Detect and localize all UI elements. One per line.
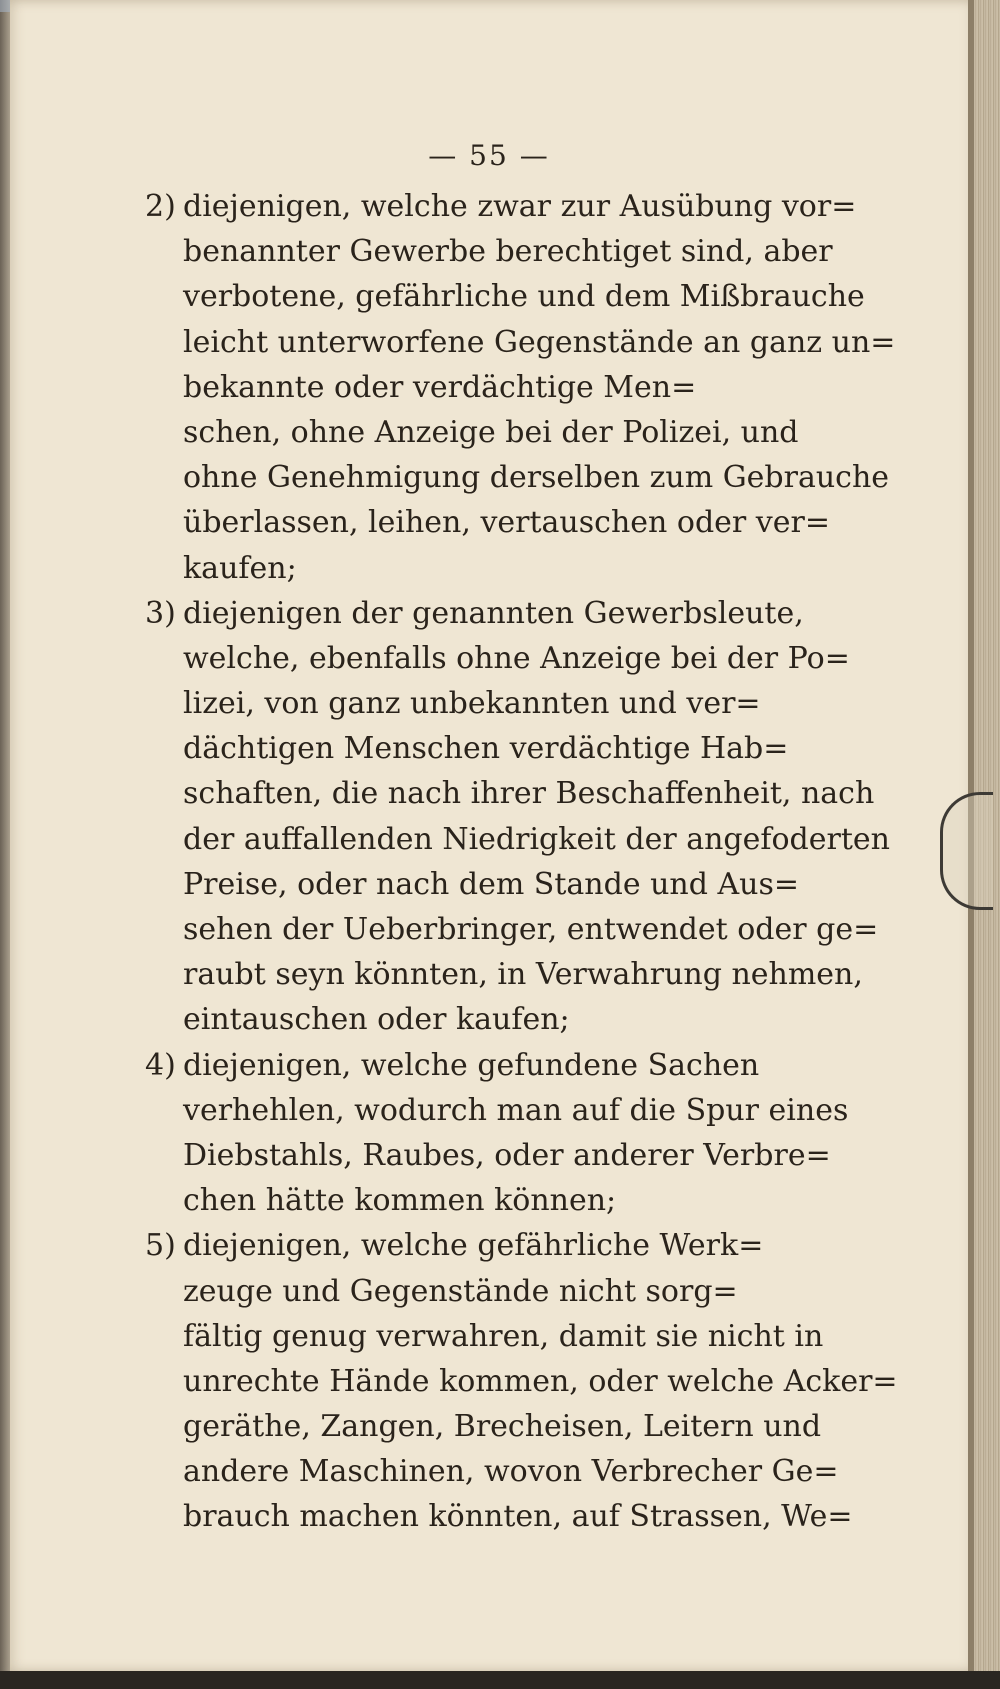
text-line	[145, 1133, 831, 1178]
text-line	[145, 320, 896, 365]
line-text: eintauschen oder kaufen;	[183, 1002, 570, 1038]
line-text: kaufen;	[183, 550, 297, 586]
text-line	[145, 229, 833, 274]
line-text: schen, ohne Anzeige bei der Polizei, und	[183, 414, 799, 450]
text-line	[145, 817, 890, 862]
text-line	[145, 1088, 849, 1133]
line-text: verhehlen, wodurch man auf die Spur eines	[183, 1092, 849, 1128]
text-line	[145, 997, 813, 1042]
line-text: diejenigen, welche zwar zur Ausübung vor=	[183, 189, 857, 224]
line-text: raubt seyn könnten, in Verwahrung nehmen,	[183, 957, 863, 993]
line-text: diejenigen, welche gefährliche Werk=	[183, 1228, 764, 1264]
text-lines	[145, 184, 898, 1540]
text-line	[145, 1449, 839, 1494]
text-line	[145, 636, 850, 681]
line-text: welche, ebenfalls ohne Anzeige bei der Po=	[183, 640, 850, 676]
text-line	[145, 1359, 898, 1404]
item-number: 5)	[145, 1228, 176, 1264]
line-text: zeuge und Gegenstände nicht sorg=	[183, 1273, 738, 1309]
line-text: andere Maschinen, wovon Verbrecher Ge=	[183, 1454, 839, 1490]
text-line	[145, 591, 813, 636]
item-number: 3)	[145, 595, 176, 631]
line-text: sehen der Ueberbringer, entwendet oder ge=	[183, 912, 879, 947]
text-line	[145, 1494, 853, 1539]
text-line	[145, 1178, 813, 1223]
text-line	[145, 952, 863, 997]
line-text: verbotene, gefährliche und dem Mißbrauche	[183, 279, 865, 315]
line-text: brauch machen könnten, auf Strassen, We=	[183, 1499, 853, 1535]
line-text: überlassen, leihen, vertauschen oder ver=	[183, 505, 830, 541]
text-line	[145, 410, 813, 455]
line-text: Diebstahls, Raubes, oder anderer Verbre=	[183, 1137, 831, 1173]
text-line	[145, 862, 813, 907]
text-line	[145, 274, 865, 319]
line-text: diejenigen, welche gefundene Sachen	[183, 1047, 760, 1083]
bottom-border	[0, 1671, 1000, 1689]
line-text: ohne Genehmigung derselben zum Gebrauche	[183, 460, 890, 496]
page-clip	[940, 792, 993, 910]
text-line	[145, 771, 875, 816]
text-line	[145, 1269, 813, 1314]
text-line	[145, 365, 813, 410]
text-line	[145, 681, 813, 726]
line-text: schaften, die nach ihrer Beschaffenheit, nach	[183, 776, 875, 812]
line-text: unrechte Hände kommen, oder welche Acker=	[183, 1363, 898, 1399]
text-line	[145, 1404, 822, 1449]
line-text: lizei, von ganz unbekannten und ver=	[183, 686, 761, 722]
text-line	[145, 1223, 813, 1268]
text-line	[145, 546, 813, 591]
item-number: 4)	[145, 1047, 176, 1083]
line-text: benannter Gewerbe berechtiget sind, aber	[183, 234, 833, 270]
line-text: chen hätte kommen können;	[183, 1183, 617, 1219]
line-text: leicht unterworfene Gegenstände an ganz un=	[183, 324, 896, 360]
text-line	[145, 907, 879, 952]
line-text: diejenigen der genannten Gewerbsleute,	[183, 595, 804, 631]
line-text: Preise, oder nach dem Stande und Aus=	[183, 866, 800, 902]
text-block	[145, 128, 898, 1540]
line-text: der auffallenden Niedrigkeit der angefoderten	[183, 821, 890, 857]
text-line	[145, 726, 813, 771]
line-text: fältig genug verwahren, damit sie nicht in	[183, 1318, 824, 1354]
item-number: 2)	[145, 189, 176, 224]
text-line	[145, 1043, 813, 1088]
line-text: bekannte oder verdächtige Men=	[183, 369, 697, 405]
text-line	[145, 184, 857, 229]
line-text: geräthe, Zangen, Brecheisen, Leitern und	[183, 1409, 822, 1445]
text-line	[145, 455, 890, 500]
text-line	[145, 1314, 824, 1359]
line-text: dächtigen Menschen verdächtige Hab=	[183, 731, 789, 767]
page-number: — 55 —	[428, 139, 550, 172]
text-line	[145, 500, 830, 545]
